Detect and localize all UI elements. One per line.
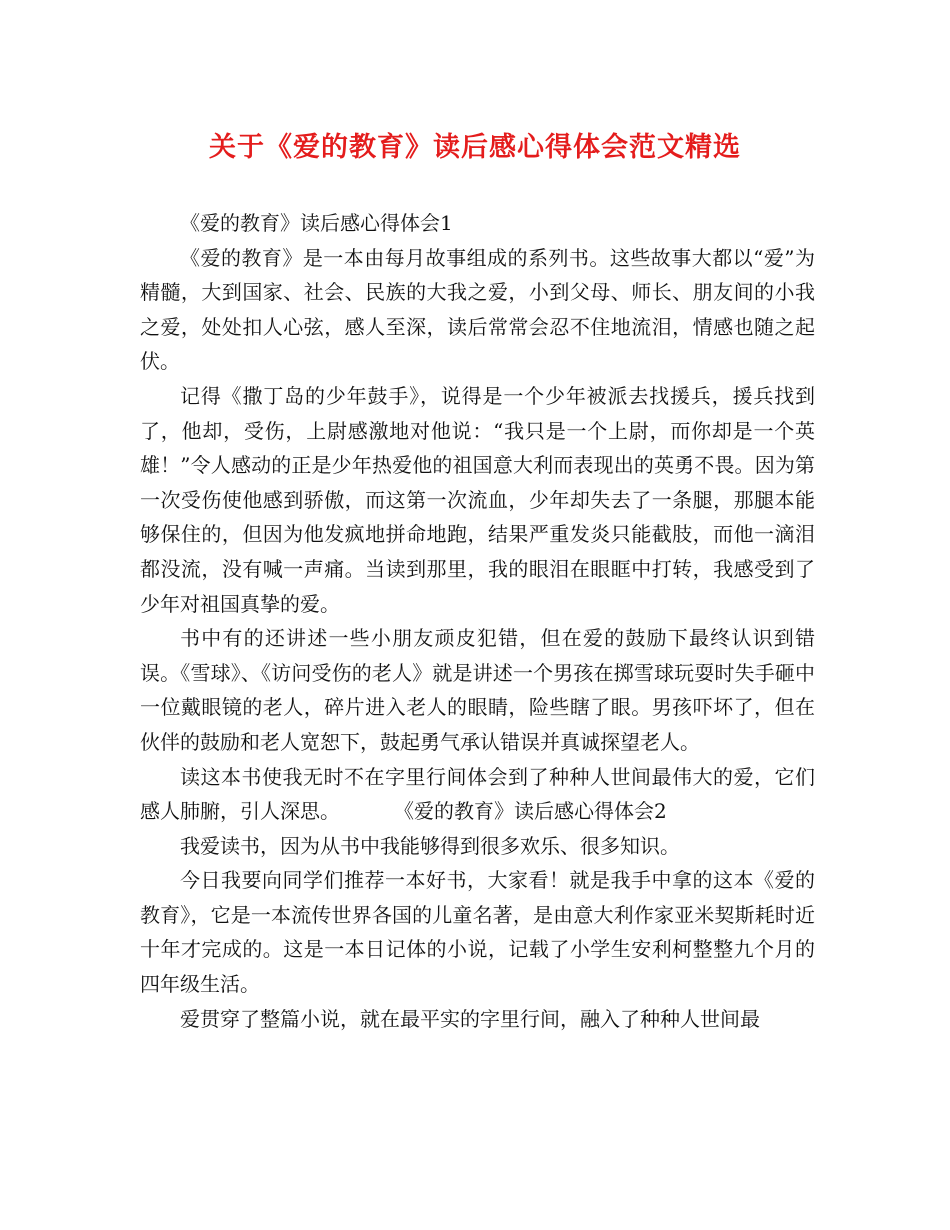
paragraph: 读这本书使我无时不在字里行间体会到了种种人世间最伟大的爱，它们感人肺腑，引人深思。 xyxy=(140,764,815,824)
paragraph: 《爱的教育》是一本由每月故事组成的系列书。这些故事大都以“爱”为精髓，大到国家、社会、民族的大我之爱，小到父母、师长、朋友间的小我之爱，处处扣人心弦，感人至深，读后常常会忍不住地流泪，情感也随之起伏。 xyxy=(140,245,815,374)
paragraph: 今日我要向同学们推荐一本好书，大家看！就是我手中拿的这本《爱的教育》，它是一本流传世界各国的儿童名著，是由意大利作家亚米契斯耗时近十年才完成的。这是一本日记体的小说，记载了小学生安利柯整整九个月的四年级生活。 xyxy=(140,868,815,997)
paragraph: 记得《撒丁岛的少年鼓手》，说得是一个少年被派去找援兵，援兵找到了，他却，受伤，上尉感激地对他说：“我只是一个上尉，而你却是一个英雄！”令人感动的正是少年热爱他的祖国意大利而表现出的英勇不畏。因为第一次受伤使他感到骄傲，而这第一次流血，少年却失去了一条腿，那腿本能够保住的，但因为他发疯地拼命地跑，结果严重发炎只能截肢，而他一滴泪都没流，没有喊一声痛。当读到那里，我的眼泪在眼眶中打转，我感受到了少年对祖国真挚的爱。 xyxy=(140,383,815,616)
section-1-heading: 《爱的教育》读后感心得体会1 xyxy=(180,211,453,235)
paragraph: 我爱读书，因为从书中我能够得到很多欢乐、很多知识。 xyxy=(180,833,680,858)
document-body xyxy=(140,206,815,1036)
document-title: 关于《爱的教育》读后感心得体会范文精选 xyxy=(209,132,741,163)
section-2-heading: 《爱的教育》读后感心得体会2 xyxy=(404,799,667,824)
paragraph: 书中有的还讲述一些小朋友顽皮犯错，但在爱的鼓励下最终认识到错误。《雪球》、《访问受伤的老人》就是讲述一个男孩在掷雪球玩耍时失手砸中一位戴眼镜的老人，碎片进入老人的眼睛，险些瞎了眼。男孩吓坏了，但在伙伴的鼓励和老人宽恕下，鼓起勇气承认错误并真诚探望老人。 xyxy=(140,626,815,754)
paragraph-with-inline-heading xyxy=(140,760,815,829)
paragraph: 爱贯穿了整篇小说，就在最平实的字里行间，融入了种种人世间最 xyxy=(180,1006,760,1031)
